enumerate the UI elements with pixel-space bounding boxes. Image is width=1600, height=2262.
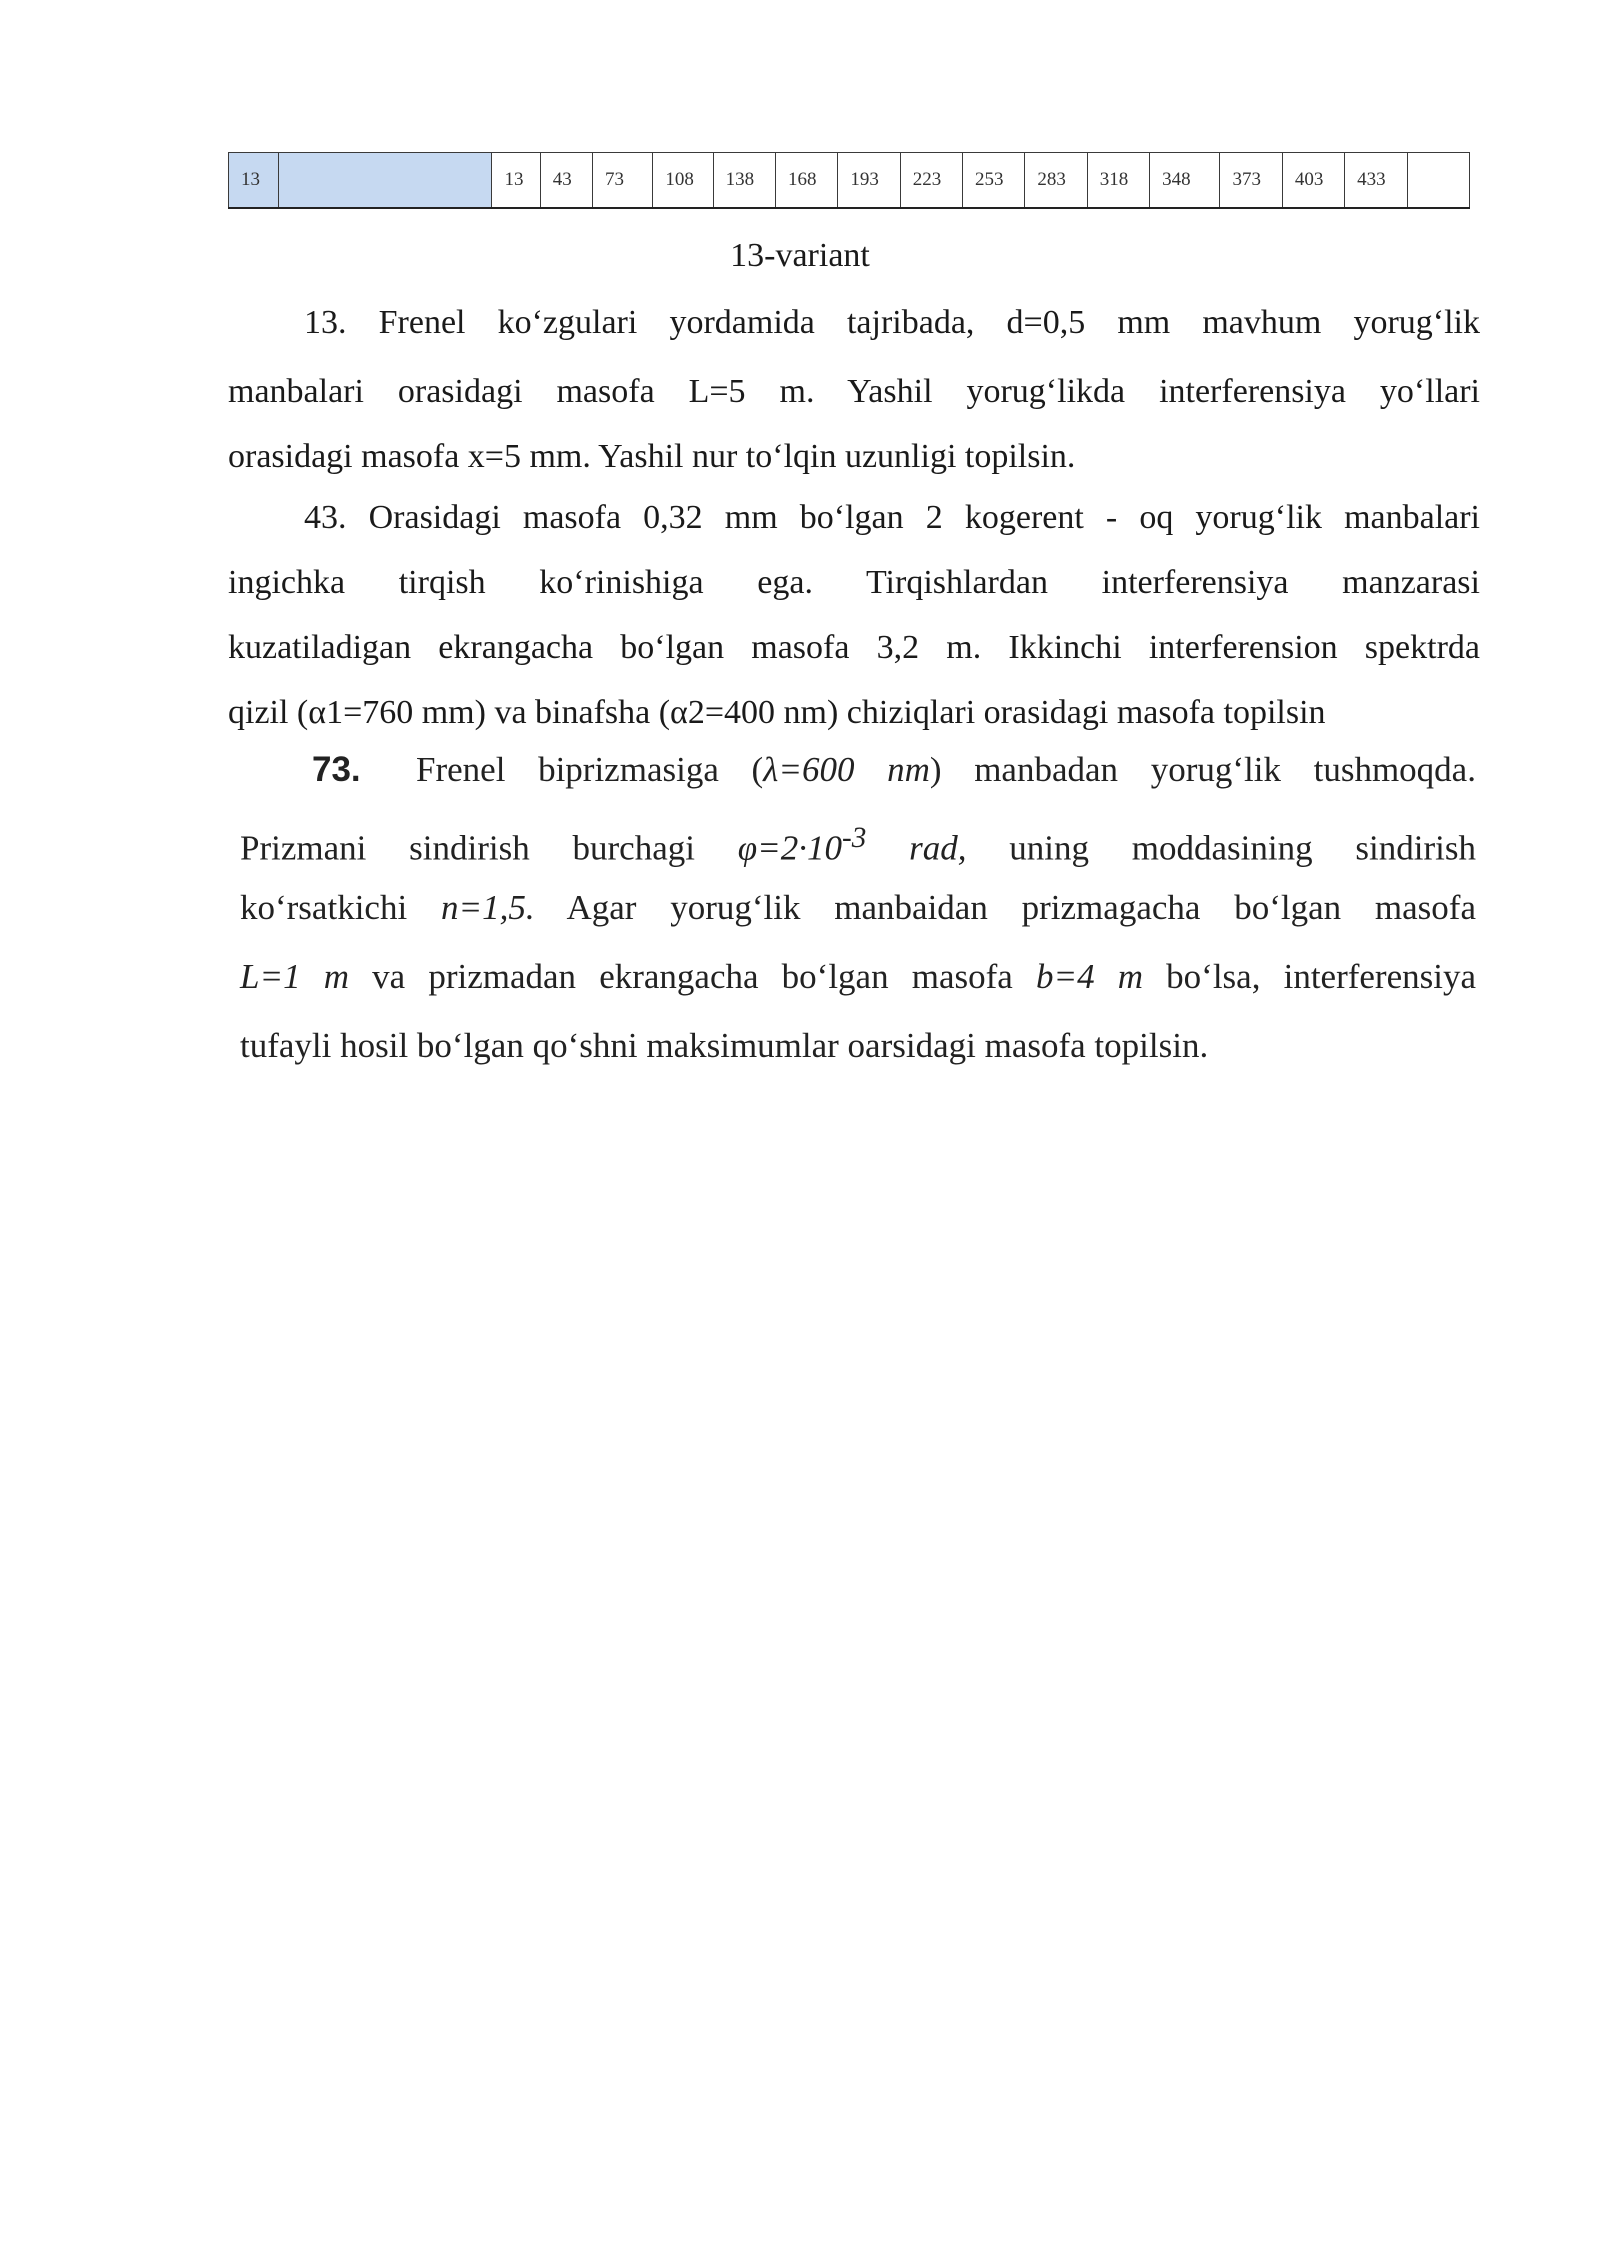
variant-number-cell: 13 [229,153,279,209]
variant-table [228,152,1470,209]
distance-b-value: b=4 m [1035,957,1144,996]
problem-number: 73. [312,750,361,789]
table-cell: 433 [1345,153,1407,209]
problem-number: 43. [304,499,347,536]
table-cell: 168 [776,153,838,209]
angle-value: φ=2·10 [737,828,843,868]
problem-text-line: Orasidagi masofa 0,32 mm bo‘lgan 2 kogerent - oq yorug‘lik manbalari [368,499,1481,536]
problem-text-line: manbalari orasidagi masofa L=5 m. Yashil yorug‘likda interferensiya yo‘llari [228,373,1480,410]
table-cell: 108 [653,153,713,209]
refractive-index-value: n=1,5. [440,888,535,927]
problem-text-line: Frenel ko‘zgulari yordamida tajribada, d=0,5 mm mavhum yorug‘lik [378,304,1480,341]
table-cell: 13 [492,153,540,209]
table-cell [1407,153,1470,209]
problem-43 [228,485,1480,745]
table-cell: 223 [900,153,962,209]
table-cell: 283 [1025,153,1087,209]
problem-text-line: qizil (α1=760 mm) va binafsha (α2=400 nm) chiziqlari orasidagi masofa topilsin [228,694,1326,731]
table-cell: 138 [713,153,775,209]
empty-highlight-cell [279,153,492,209]
table-cell: 348 [1150,153,1220,209]
table-cell: 373 [1220,153,1282,209]
table-cell: 193 [838,153,900,209]
table-cell: 403 [1282,153,1344,209]
table-row [229,153,1470,209]
problem-text-line: ingichka tirqish ko‘rinishiga ega. Tirqishlardan interferensiya manzarasi [228,564,1480,601]
wavelength-value: λ=600 nm [763,750,930,789]
problem-number: 13. [304,304,347,341]
problem-text-line: kuzatiladigan ekrangacha bo‘lgan masofa 3,2 m. Ikkinchi interferension spektrda [228,629,1480,666]
distance-L-value: L=1 m [240,957,350,996]
table-cell: 43 [540,153,592,209]
problem-text-line: orasidagi masofa x=5 mm. Yashil nur to‘lqin uzunligi topilsin. [228,438,1076,475]
table-cell: 253 [963,153,1025,209]
variant-caption: 13-variant [730,237,870,274]
table-cell: 318 [1087,153,1149,209]
table-cell: 73 [593,153,653,209]
problem-13 [228,290,1480,489]
problem-73: 73. Frenel biprizmasiga (λ=600 nm) manbadan yorug‘lik tushmoqda. Prizmani sindirish burchagi $\varphi=2\cdot 10^{-3}$ rad, uning moddasining sindirish ko‘rsatkichi n=1,5. Agar yorug‘lik manbaidan prizmagacha bo‘lgan masofa L=1 m va prizmadan ekrangacha bo‘lgan masofa b=4 m bo‘lsa, interferensiya tufayli hosil bo‘lgan qo‘shni maksimumlar oarsidagi masofa topilsin. [240,735,1476,1080]
